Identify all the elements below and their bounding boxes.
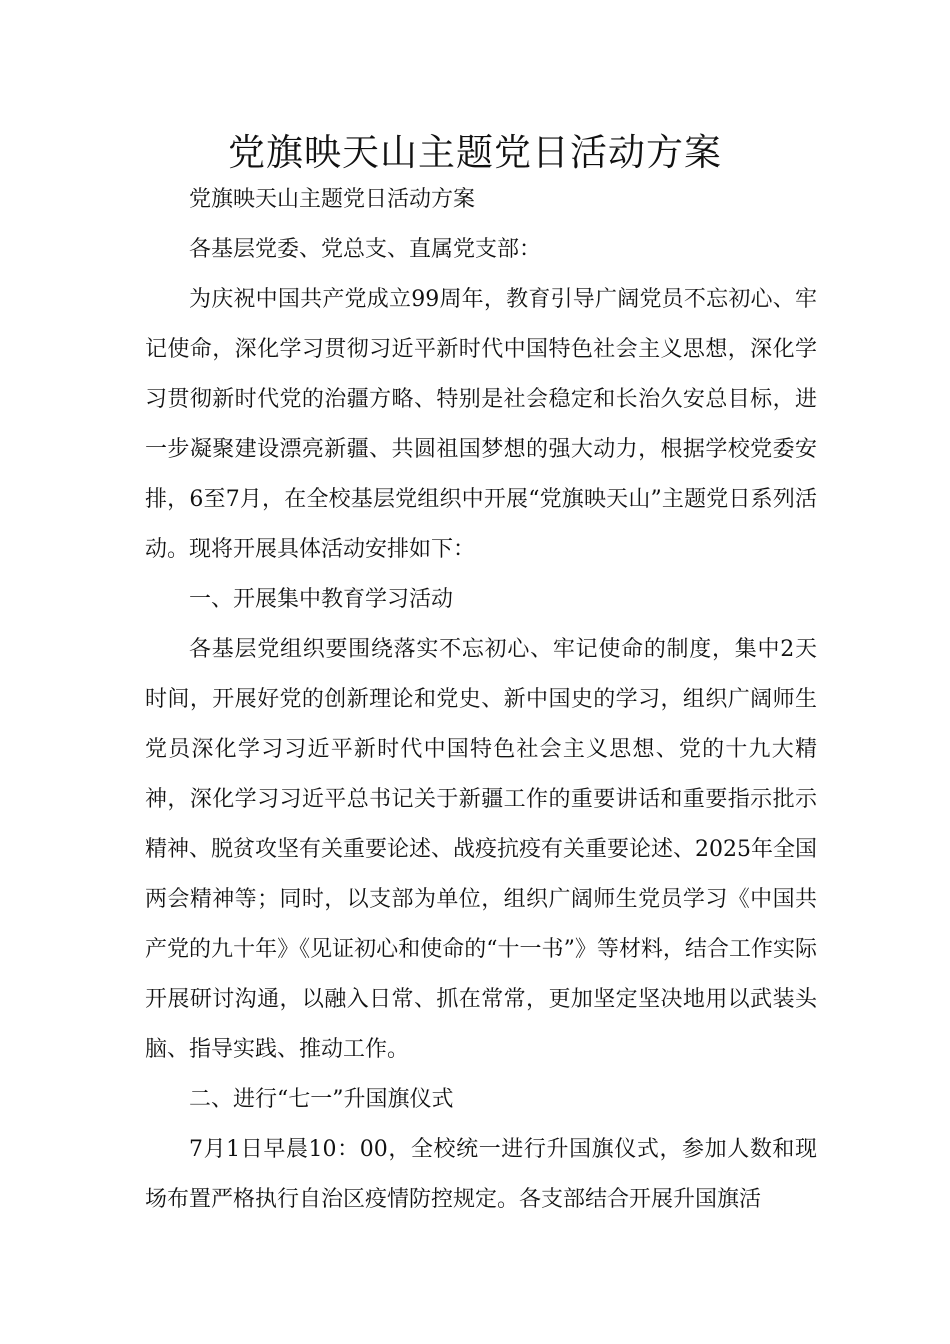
document-title: 党旗映天山主题党日活动方案 [228, 131, 722, 174]
section-heading-1: 一、开展集中教育学习活动 [189, 587, 454, 612]
paragraph-section-1: 各基层党组织要围绕落实不忘初心、牢记使命的制度，集中2天时间，开展好党的创新理论和党史、新中国史的学习，组织广阔师生党员深化学习习近平新时代中国特色社会主义思想、党的十九大精神，深化学习习近平总书记关于新疆工作的重要讲话和重要指示批示精神、脱贫攻坚有关重要论述、战疫抗疫有关重要论述、2025年全国两会精神等；同时，以支部为单位，组织广阔师生党员学习《中国共产党的九十年》《见证初心和使命的“十一书”》等材料，结合工作实际开展研讨沟通，以融入日常、抓在常常，更加坚定坚决地用以武装头脑、指导实践、推动工作。 [145, 637, 817, 1062]
section-heading-2: 二、进行“七一”升国旗仪式 [189, 1087, 454, 1112]
paragraph-salutation: 各基层党委、党总支、直属党支部： [189, 237, 542, 262]
paragraph-section-2: 7月1日早晨10：00，全校统一进行升国旗仪式，参加人数和现场布置严格执行自治区疫情防控规定。各支部结合开展升国旗活 [145, 1137, 817, 1212]
paragraph-subtitle: 党旗映天山主题党日活动方案 [189, 187, 476, 212]
document-body [145, 175, 817, 1225]
paragraph-intro: 为庆祝中国共产党成立99周年，教育引导广阔党员不忘初心、牢记使命，深化学习贯彻习近平新时代中国特色社会主义思想，深化学习贯彻新时代党的治疆方略、特别是社会稳定和长治久安总目标，进一步凝聚建设漂亮新疆、共圆祖国梦想的强大动力，根据学校党委安排，6至7月，在全校基层党组织中开展“党旗映天山”主题党日系列活动。现将开展具体活动安排如下： [145, 287, 817, 562]
